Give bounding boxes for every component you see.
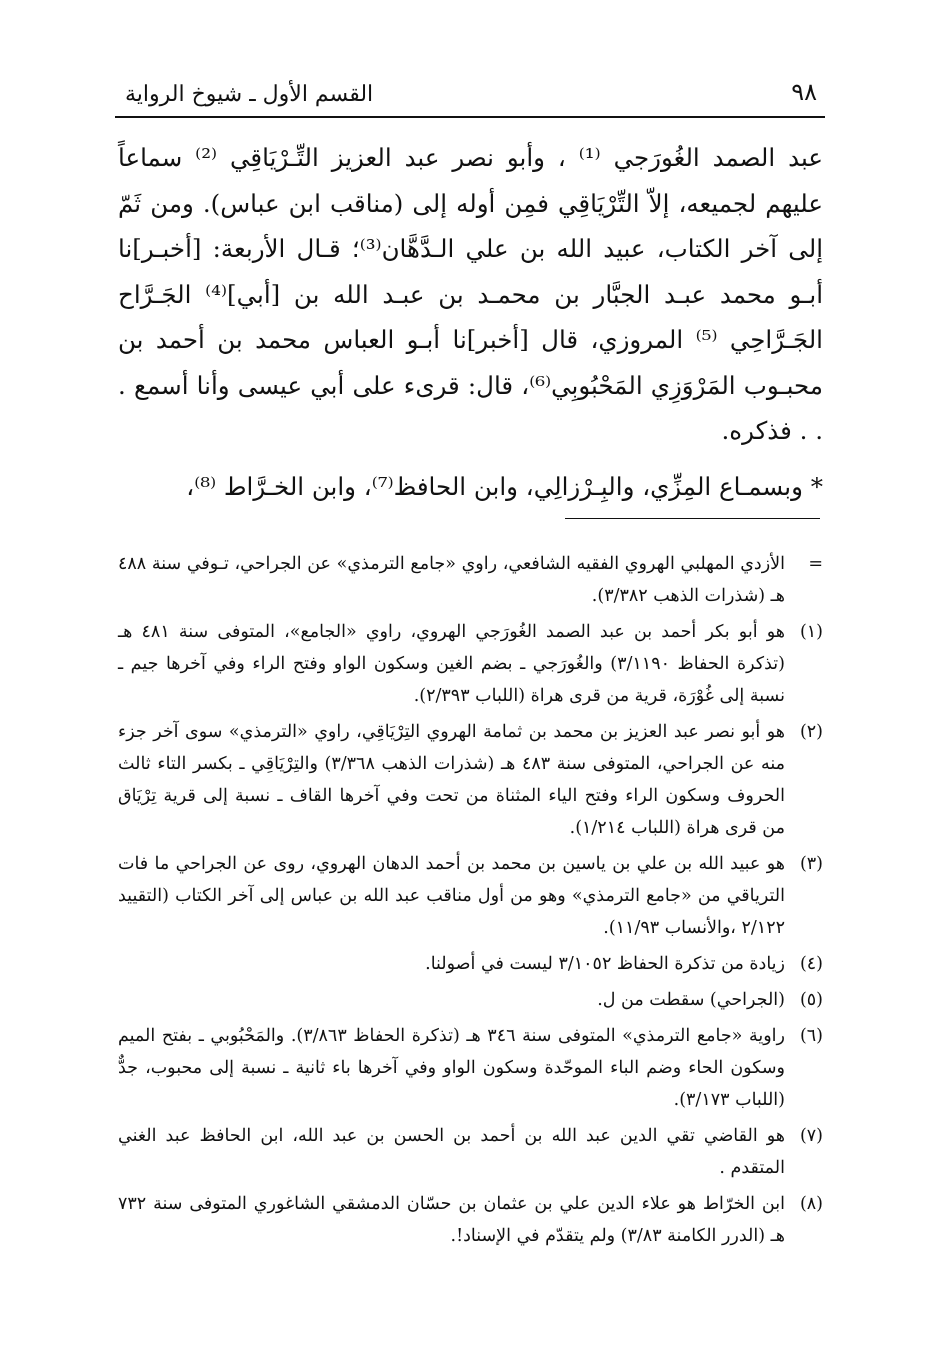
footnote-marker: (٧) bbox=[799, 1126, 823, 1146]
footnote-5 bbox=[118, 984, 823, 1016]
footnote-1 bbox=[118, 616, 823, 712]
footnote-marker: = bbox=[808, 554, 823, 574]
footnote-6 bbox=[118, 1020, 823, 1116]
footnote-marker: (٨) bbox=[799, 1194, 823, 1214]
footnote-text: الأزدي المهلبي الهروي الفقيه الشافعي، راوي «جامع الترمذي» عن الجراحي، تـوفي سنة ٤٨٨ هـ (شذرات الذهب ٣/٣٨٢). bbox=[118, 554, 785, 606]
footnote-text: (الجراحي) سقطت من ل. bbox=[597, 990, 785, 1010]
main-paragraph: عبد الصمد الغُورَجي ⁽¹⁾ ، وأبو نصر عبد العزيز التِّـرْيَاقِي ⁽²⁾ سماعاً عليهم لجميعه، إلاّ التِّرْيَاقِي فمِن أوله إلى (مناقب ابن عباس). ومن ثَمّ إلى آخر الكتاب، عبيد الله بن علي الـدَّهَّان⁽³⁾؛ قـال الأربعة: [أخبـر]نا أبـو محمد عبـد الجبَّار بن محمـد بن عبـد الله بن [أبي]⁽⁴⁾ الجَـرَّاح الجَـرَّاحِي ⁽⁵⁾ المروزي، قال [أخبر]نا أبـو العباس محمد بن أحمد بن محبـوب المَرْوَزِي المَحْبُوبِي⁽⁶⁾، قال: قرىء على أبي عيسى وأنا أسمع . . . فذكره. bbox=[118, 143, 824, 445]
footnotes bbox=[118, 548, 823, 1256]
footnote-marker: (٥) bbox=[799, 990, 823, 1010]
footnote-7 bbox=[118, 1120, 823, 1184]
footnote-divider bbox=[565, 518, 820, 519]
running-title: القسم الأول ـ شيوخ الرواية bbox=[125, 82, 374, 107]
footnote-2 bbox=[118, 716, 823, 844]
footnote-marker: (٢) bbox=[799, 722, 823, 742]
footnote-text: راوية «جامع الترمذي» المتوفى سنة ٣٤٦ هـ (تذكرة الحفاظ ٣/٨٦٣). والمَحْبُوبي ـ بفتح الميم وسكون الحاء وضم الباء الموحّدة وسكون الواو وفي آخرها باء ثانية ـ نسبة إلى محبوب، جدٌّ (اللباب ٣/١٧٣). bbox=[118, 1026, 785, 1110]
footnote-3 bbox=[118, 848, 823, 944]
footnote-marker: (١) bbox=[799, 622, 823, 642]
footnote-8 bbox=[118, 1188, 823, 1252]
page-header bbox=[115, 72, 825, 118]
footnote-text: ابن الخرّاط هو علاء الدين علي بن عثمان بن حسّان الدمشقي الشاغوري المتوفى سنة ٧٣٢ هـ (الدرر الكامنة ٣/٨٣) ولم يتقدّم في الإسناد!. bbox=[118, 1194, 785, 1246]
page-number: ٩٨ bbox=[791, 78, 817, 106]
main-text bbox=[118, 135, 823, 509]
footnote-marker: (٦) bbox=[799, 1026, 823, 1046]
footnote-4 bbox=[118, 948, 823, 980]
footnote-text: هو القاضي تقي الدين عبد الله بن أحمد بن الحسن بن عبد الله، ابن الحافظ عبد الغني المتقدم . bbox=[118, 1126, 785, 1178]
main-paragraph: * وبسمـاع المِزِّي، والبِـرْزالِي، وابن الحافظ⁽⁷⁾، وابن الخـرَّاط ⁽⁸⁾، bbox=[186, 471, 823, 501]
footnote-text: زيادة من تذكرة الحفاظ ٣/١٠٥٢ ليست في أصولنا. bbox=[425, 954, 785, 974]
footnote-text: هو عبيد الله بن علي بن ياسين بن محمد بن أحمد الدهان الهروي، روى عن الجراحي ما فات الترياقي من «جامع الترمذي» وهو من أول مناقب عبد الله بن عباس إلى آخر الكتاب (التقييد ٢/١٢٢ ،والأنساب ١١/٩٣). bbox=[118, 854, 786, 938]
footnote-text: هو أبو نصر عبد العزيز بن محمد بن ثمامة الهروي التِرْيَاقِي، راوي «الترمذي» سوى آخر جزء منه عن الجراحي، المتوفى سنة ٤٨٣ هـ (شذرات الذهب ٣/٣٦٨) والتِرْيَاقِي ـ بكسر التاء ثالث الحروف وسكون الراء وفتح الياء المثناة من تحت وفي آخرها القاف ـ نسبة إلى قرية تِرْيَاق من قرى هراة (اللباب ١/٢١٤). bbox=[118, 722, 785, 838]
footnote-marker: (٤) bbox=[799, 954, 823, 974]
footnote-marker: (٣) bbox=[799, 854, 823, 874]
footnote-continued bbox=[118, 548, 823, 612]
footnote-text: هو أبو بكر أحمد بن عبد الصمد الغُورَجي الهروي، راوي «الجامع»، المتوفى سنة ٤٨١ هـ (تذكرة الحفاظ ٣/١١٩٠) والغُورَجي ـ بضم الغين وسكون الواو وفتح الراء وفي آخرها جيم ـ نسبة إلى غُوْرَة، قرية من قرى هراة (اللباب ٢/٣٩٣). bbox=[118, 622, 786, 706]
header-rule bbox=[115, 116, 825, 118]
